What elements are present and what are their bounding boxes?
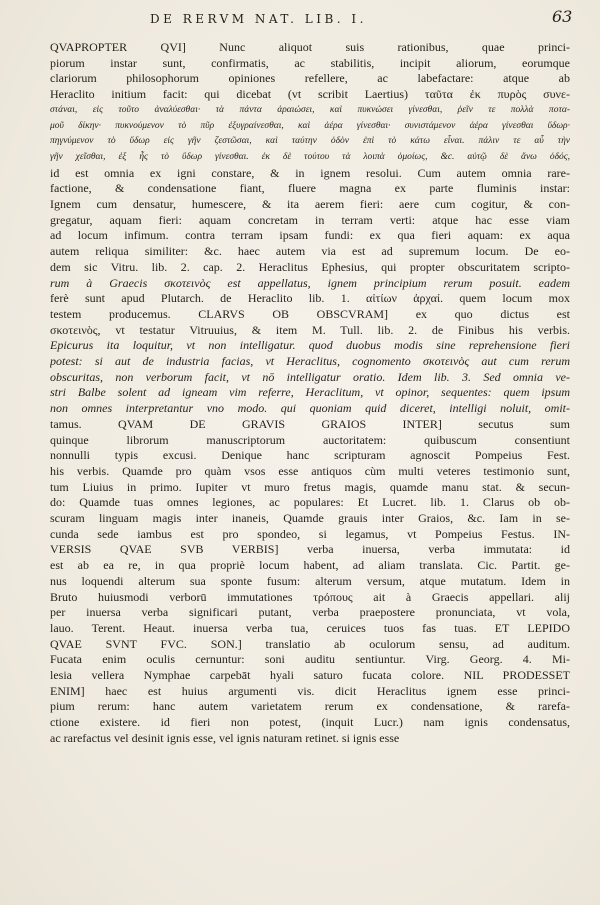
text-line: clariorum philosophorum opiniones refellere, ac labefactare: atque ab [50,71,570,86]
text-line: σκοτεινὸς, vt testatur Vitruuius, & item M. Tull. lib. 2. de Finibus his verbis. [50,322,570,337]
text-line: ad locum infimum. contra terram ipsam fundi: ex qua fieri aquam: ex aqua [50,228,570,243]
text-line: stri Balbe solent ad igneam vim referre, Heraclitum, vt opinor, sequentes: quem ipsum [50,385,570,400]
text-line: tum Liuius in primo. Iupiter vt muro fretus magis, quamde manu stat. & secun- [50,479,570,494]
text-line: non omnes interpretantur vno modo. qui quoniam quid diceret, intelligi noluit, omit- [50,401,570,416]
text-line: per inuersa verba significari putant, verba praepostere pronunciata, vt vola, [50,605,570,620]
text-line: VERSIS QVAE SVB VERBIS] verba inuersa, verba immutata: id [50,542,570,557]
text-line: piorum instar sunt, confirmatis, ac stabilitis, incipit aliorum, eorumque [50,55,570,70]
text-line: Epicurus ita loquitur, vt non intelligatur. quod duobus modis sine reprehensione fieri [50,338,570,353]
text-line: factione, & condensatione fiant, fluere magna ex parte fluminis instar: [50,181,570,196]
text-line: Heraclito initium facit: qui dicebat (vt scribit Laertius) ταῦτα ἐκ πυρὸς συνε- [50,87,570,102]
text-line: testem producemus. CLARVS OB OBSCVRAM] ex quo dictus est [50,306,570,321]
text-line: ctione existere. id fieri non potest, (inquit Lucr.) nam ignis condensatus, [50,715,570,730]
text-line: rum à Graecis σκοτεινὸς est appellatus, ignem principium rerum posuit. eadem [50,275,570,290]
text-line: his verbis. Quamde pro quàm vsos esse antiquos cùm multi veteres testimonio sunt, [50,463,570,478]
text-line: est ab ea re, in qua propriè locum habent, ad aliam translata. Cic. Partit. ge- [50,558,570,573]
text-line: pium rerum: hanc autem varietatem rerum ex condensatione, & rarefa- [50,699,570,714]
text-line: QVAE SVNT FVC. SON.] translatio ab oculorum sensu, ad auditum. [50,636,570,651]
text-line: ENIM] haec est huius argumenti vis. dicit Heraclitus ignem esse princi- [50,683,570,698]
text-line: Ignem cum densatur, humescere, & ita aerem fieri: aere cum cogitur, & con- [50,197,570,211]
text-line: id est omnia ex igni constare, & in ignem resolui. Cum autem omnia rare- [50,165,570,180]
text-line: obscuritas, non verborum facit, vt nō intelligatur oratio. Idem lib. 3. Sed omnia ve- [50,369,570,384]
text-line: do: Quamde tuas omnes legiones, ac populares: Et Lucret. lib. 1. Clarus ob ob- [50,495,570,510]
text-line: nus loquendi alterum sua sponte fusum: alterum versum, atque mutatum. Idem in [50,573,570,588]
text-line: potest: si aut de industria facias, vt Heraclitus, cognomento σκοτεινὸς aut cum rerum [50,354,570,368]
text-line: Fucata enim oculis cernuntur: soni auditu sentiuntur. Virg. Georg. 4. Mi- [50,652,570,667]
text-line: gregatur, aquam fieri: aquam concretam in terram verti: atque hac esse viam [50,212,570,227]
text-line: tamus. QVAM DE GRAVIS GRAIOS INTER] secutus sum [50,416,570,431]
text-line: ferè sunt apud Plutarch. de Heraclito lib. 1. αἰτίων ἀρχαί. quem locum mox [50,291,570,306]
text-line: nonnulli typis excusi. Denique hanc scripturam agnoscit Pompeius Fest. [50,448,570,463]
text-line: πηγνύμενον τὸ ὕδωρ εἰς γῆν ζεστῶσαι, καὶ ταύτην ὁδὸν ἐπὶ τὸ κάτω εἶναι. πάλιν τε αὖ τὴν [50,136,570,147]
text-line: quinque librorum manuscriptorum auctoritatem: quibuscum consentiunt [50,432,570,447]
text-line: dem sic Vitru. lib. 2. cap. 2. Heraclitus Ephesius, qui propter obscuritatem scripto- [50,259,570,274]
running-head: DE RERVM NAT. LIB. I. [150,12,367,26]
text-line: στάναι, εἰς τοῦτο ἀναλύεσθαι· τὰ πάντα ἀραιώσει, καὶ πυκνώσει γίνεσθαι, ῥεῖν τε πολλὰ ποτα- [50,104,570,115]
text-line: cunda sede iambus est pro spondeo, si legamus, vt Pompeius Festus. IN- [50,526,570,541]
text-line: scuram linguam magis inter inaneis, Quamde grauis inter Graios, &c. Iam in se- [50,511,570,525]
text-line: ac rarefactus vel desinit ignis esse, vel ignis naturam retinet. si ignis esse [50,730,400,745]
text-line: QVAPROPTER QVI] Nunc aliquot suis rationibus, quae princi- [50,40,570,54]
page-number: 63 [552,7,573,26]
text-line: γῆν χεῖσθαι, ἐξ ἧς τὸ ὕδωρ γίνεσθαι. ἐκ δὲ τούτου τὰ λοιπὰ ὁμοίως, &c. αὐτῷ δὲ ἄνω ὁδός, [50,151,570,162]
text-line: lesia vellera Nymphae carpebāt hyali saturo fucata colore. NIL PRODESSET [50,668,570,682]
text-line: μοῦ δίκην· πυκνούμενον τὸ πῦρ ἐξυγραίνεσθαι, καὶ ἀέρα γίνεσθαι· συνιστάμενον ἀέρα γίνεσθαι ὕδωρ· [50,120,570,131]
page-header [0,6,600,36]
text-line: autem reliqua similiter: &c. haec autem via est ad supremum locum. De eo- [50,244,570,259]
text-line: Bruto huiusmodi verborū immutationes τρόπους ait à Graecis appellari. alij [50,589,570,604]
commentary-text [50,40,570,750]
text-line: lauo. Terent. Heaut. inuersa verba tua, ceruices tuos fas tuas. ET LEPIDO [50,620,570,635]
